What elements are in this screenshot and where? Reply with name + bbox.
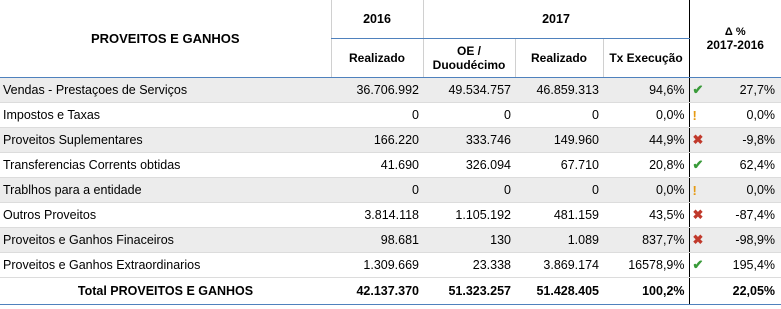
cell-oe: 333.746: [423, 128, 515, 153]
check-icon: ✔: [692, 257, 704, 272]
row-label: Proveitos Suplementares: [0, 128, 331, 153]
row-label: Proveitos e Ganhos Finaceiros: [0, 228, 331, 253]
cell-realizado-2016: 0: [331, 103, 423, 128]
cell-realizado-2017: 0: [515, 103, 603, 128]
col-realizado-2016: Realizado: [331, 39, 423, 78]
row-label: Outros Proveitos: [0, 203, 331, 228]
cell-delta: -87,4%: [711, 203, 781, 228]
table-row: [0, 228, 781, 253]
status-icon-cell: [689, 153, 711, 178]
status-icon-cell: [689, 203, 711, 228]
cell-oe: 326.094: [423, 153, 515, 178]
cell-oe: 49.534.757: [423, 78, 515, 103]
table-title: PROVEITOS E GANHOS: [0, 0, 331, 78]
cell-tx-execucao: 20,8%: [603, 153, 689, 178]
total-tx: 100,2%: [603, 278, 689, 305]
cell-tx-execucao: 0,0%: [603, 103, 689, 128]
cell-realizado-2017: 67.710: [515, 153, 603, 178]
col-oe-line1: OE /: [456, 44, 481, 58]
total-realizado-2017: 51.428.405: [515, 278, 603, 305]
table-row: [0, 178, 781, 203]
cell-tx-execucao: 837,7%: [603, 228, 689, 253]
warning-icon: !: [692, 107, 697, 123]
status-icon-cell: [689, 253, 711, 278]
delta-period: 2017-2016: [706, 37, 764, 52]
cell-realizado-2016: 36.706.992: [331, 78, 423, 103]
row-label: Trablhos para a entidade: [0, 178, 331, 203]
cell-realizado-2017: 46.859.313: [515, 78, 603, 103]
cell-oe: 130: [423, 228, 515, 253]
cross-icon: ✖: [692, 132, 704, 147]
row-label: Proveitos e Ganhos Extraordinarios: [0, 253, 331, 278]
cell-tx-execucao: 0,0%: [603, 178, 689, 203]
status-icon-cell: [689, 128, 711, 153]
total-delta: 22,05%: [711, 278, 781, 305]
col-oe-duodecimo: [423, 39, 515, 78]
cell-delta: 195,4%: [711, 253, 781, 278]
col-tx-execucao: Tx Execução: [603, 39, 689, 78]
cell-realizado-2016: 3.814.118: [331, 203, 423, 228]
cross-icon: ✖: [692, 232, 704, 247]
col-oe-line2: Duoudécimo: [432, 58, 506, 72]
cell-realizado-2017: 149.960: [515, 128, 603, 153]
total-realizado-2016: 42.137.370: [331, 278, 423, 305]
cell-delta: -9,8%: [711, 128, 781, 153]
delta-header: [689, 0, 781, 78]
table-row: [0, 78, 781, 103]
cell-delta: 0,0%: [711, 178, 781, 203]
cell-oe: 1.105.192: [423, 203, 515, 228]
cell-oe: 23.338: [423, 253, 515, 278]
cell-realizado-2017: 1.089: [515, 228, 603, 253]
year-2017-header: 2017: [423, 0, 689, 39]
cell-realizado-2016: 1.309.669: [331, 253, 423, 278]
status-icon-cell: [689, 228, 711, 253]
table-row: [0, 153, 781, 178]
cell-realizado-2016: 41.690: [331, 153, 423, 178]
cell-realizado-2017: 0: [515, 178, 603, 203]
cell-tx-execucao: 43,5%: [603, 203, 689, 228]
check-icon: ✔: [692, 157, 704, 172]
cell-oe: 0: [423, 103, 515, 128]
cell-oe: 0: [423, 178, 515, 203]
col-realizado-2017: Realizado: [515, 39, 603, 78]
status-icon-cell: [689, 103, 711, 128]
warning-icon: !: [692, 182, 697, 198]
cell-realizado-2016: 0: [331, 178, 423, 203]
cell-delta: 27,7%: [711, 78, 781, 103]
cell-delta: 0,0%: [711, 103, 781, 128]
cell-realizado-2017: 3.869.174: [515, 253, 603, 278]
cell-tx-execucao: 94,6%: [603, 78, 689, 103]
delta-symbol: Δ %: [724, 25, 746, 38]
table-row: [0, 103, 781, 128]
year-2016-header: 2016: [331, 0, 423, 39]
total-oe: 51.323.257: [423, 278, 515, 305]
cell-delta: -98,9%: [711, 228, 781, 253]
cell-tx-execucao: 16578,9%: [603, 253, 689, 278]
cell-realizado-2016: 166.220: [331, 128, 423, 153]
table-row: [0, 203, 781, 228]
table-row: [0, 253, 781, 278]
check-icon: ✔: [692, 82, 704, 97]
cross-icon: ✖: [692, 207, 704, 222]
cell-delta: 62,4%: [711, 153, 781, 178]
table-row: [0, 128, 781, 153]
row-label: Transferencias Corrents obtidas: [0, 153, 331, 178]
total-row: [0, 278, 781, 305]
cell-tx-execucao: 44,9%: [603, 128, 689, 153]
total-label: Total PROVEITOS E GANHOS: [0, 278, 331, 305]
row-label: Vendas - Prestaçoes de Serviços: [0, 78, 331, 103]
row-label: Impostos e Taxas: [0, 103, 331, 128]
total-icon-cell: [689, 278, 711, 305]
status-icon-cell: [689, 178, 711, 203]
cell-realizado-2016: 98.681: [331, 228, 423, 253]
cell-realizado-2017: 481.159: [515, 203, 603, 228]
status-icon-cell: [689, 78, 711, 103]
